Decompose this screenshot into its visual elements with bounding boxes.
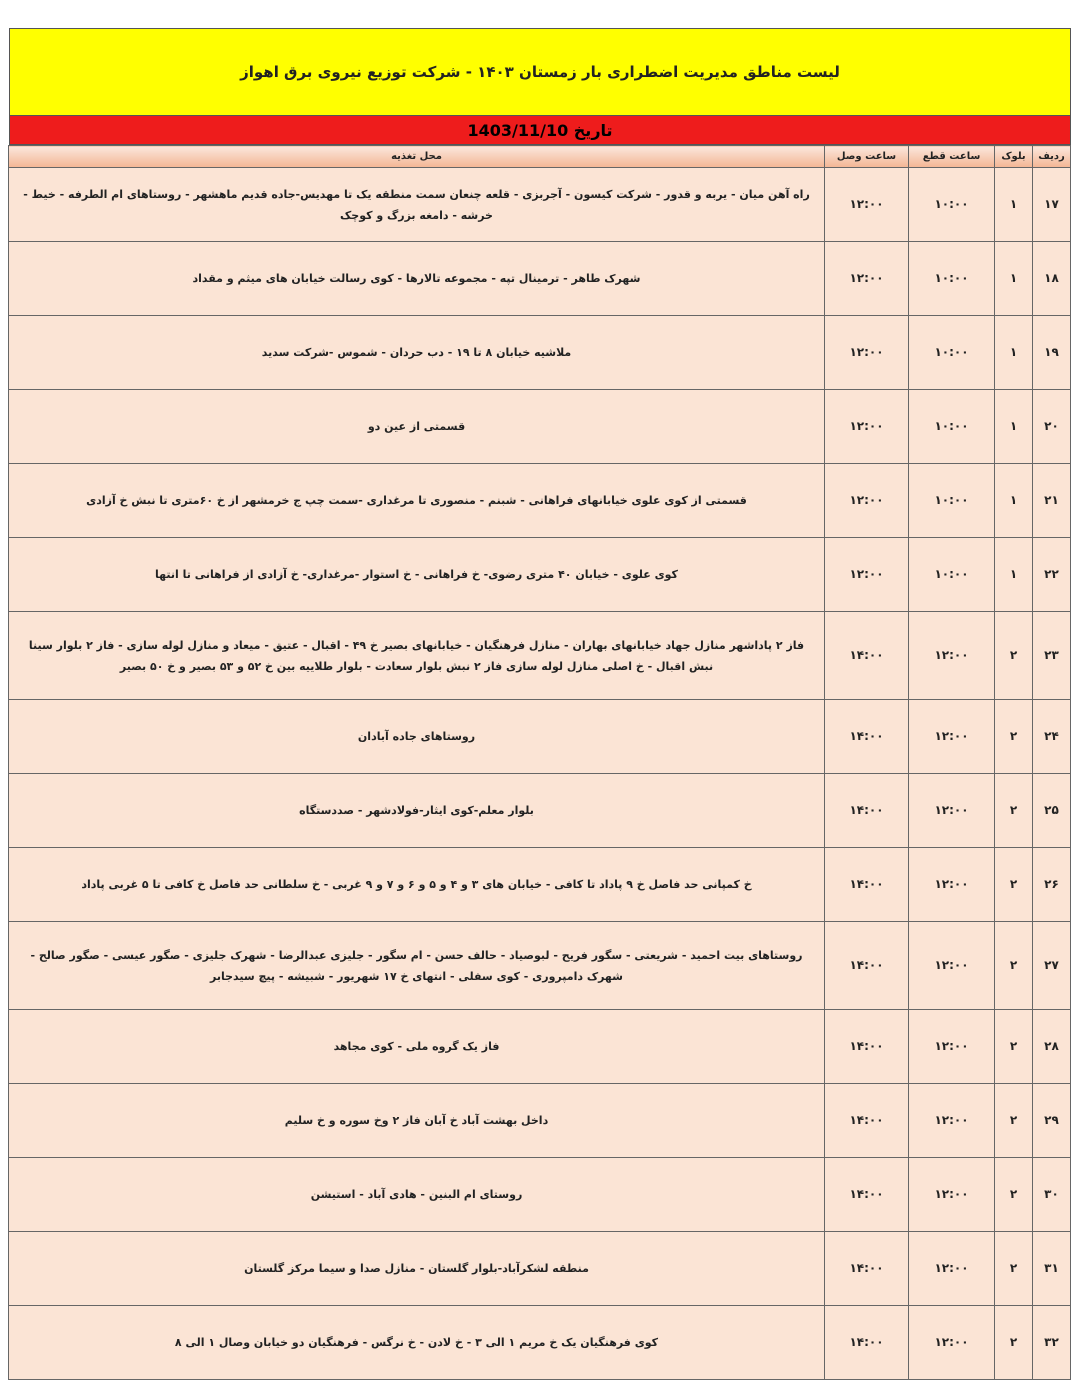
block-cell: ۱ bbox=[995, 316, 1033, 390]
table-row bbox=[9, 612, 1071, 700]
table-row bbox=[9, 1158, 1071, 1232]
location-cell: منطقه لشکرآباد-بلوار گلستان - منازل صدا و سیما مرکز گلستان bbox=[9, 1232, 825, 1306]
row-number-cell: ۳۱ bbox=[1033, 1232, 1071, 1306]
location-cell: ملاشیه خیابان ۸ تا ۱۹ - دب حردان - شموس -شرکت سدید bbox=[9, 316, 825, 390]
restore-time-cell: ۱۴:۰۰ bbox=[825, 1010, 909, 1084]
cut-time-cell: ۱۲:۰۰ bbox=[909, 848, 995, 922]
block-cell: ۱ bbox=[995, 464, 1033, 538]
row-number-cell: ۱۹ bbox=[1033, 316, 1071, 390]
restore-time-cell: ۱۲:۰۰ bbox=[825, 464, 909, 538]
location-cell: قسمتی از عین دو bbox=[9, 390, 825, 464]
location-cell: کوی علوی - خیابان ۴۰ متری رضوی- خ فراهانی - خ استوار -مرغداری- خ آزادی از فراهانی تا انتها bbox=[9, 538, 825, 612]
cut-time-cell: ۱۰:۰۰ bbox=[909, 538, 995, 612]
restore-time-cell: ۱۲:۰۰ bbox=[825, 242, 909, 316]
restore-time-cell: ۱۴:۰۰ bbox=[825, 612, 909, 700]
cut-time-cell: ۱۲:۰۰ bbox=[909, 1084, 995, 1158]
date-banner: تاریخ 1403/11/10 bbox=[9, 116, 1071, 145]
cut-time-cell: ۱۰:۰۰ bbox=[909, 316, 995, 390]
block-cell: ۲ bbox=[995, 612, 1033, 700]
block-cell: ۲ bbox=[995, 1084, 1033, 1158]
block-cell: ۲ bbox=[995, 1306, 1033, 1380]
block-cell: ۱ bbox=[995, 538, 1033, 612]
row-number-cell: ۲۸ bbox=[1033, 1010, 1071, 1084]
block-cell: ۱ bbox=[995, 168, 1033, 242]
table-row bbox=[9, 1306, 1071, 1380]
table-row bbox=[9, 774, 1071, 848]
cut-time-cell: ۱۰:۰۰ bbox=[909, 168, 995, 242]
row-number-cell: ۲۵ bbox=[1033, 774, 1071, 848]
cut-time-cell: ۱۰:۰۰ bbox=[909, 464, 995, 538]
row-number-cell: ۲۱ bbox=[1033, 464, 1071, 538]
header-block: بلوک bbox=[995, 146, 1033, 168]
table-row bbox=[9, 464, 1071, 538]
row-number-cell: ۲۶ bbox=[1033, 848, 1071, 922]
location-cell: راه آهن میان - یربه و قدور - شرکت کیسون - آجربزی - قلعه چنعان سمت منطقه یک تا مهدیس-جاده قدیم ماهشهر - روستاهای ام الطرفه - خیط - خرشه - دامغه بزرگ و کوچک bbox=[9, 168, 825, 242]
location-cell: قسمتی از کوی علوی خیابانهای فراهانی - شبنم - منصوری تا مرغداری -سمت چپ ج خرمشهر از خ ۶۰متری تا نبش خ آزادی bbox=[9, 464, 825, 538]
block-cell: ۲ bbox=[995, 1232, 1033, 1306]
table-row bbox=[9, 922, 1071, 1010]
header-restore-time: ساعت وصل bbox=[825, 146, 909, 168]
block-cell: ۲ bbox=[995, 848, 1033, 922]
location-cell: روستای ام البنین - هادی آباد - استیشن bbox=[9, 1158, 825, 1232]
row-number-cell: ۲۲ bbox=[1033, 538, 1071, 612]
location-cell: داخل بهشت آباد خ آبان فاز ۲ وخ سوره و خ سلیم bbox=[9, 1084, 825, 1158]
restore-time-cell: ۱۴:۰۰ bbox=[825, 922, 909, 1010]
row-number-cell: ۲۰ bbox=[1033, 390, 1071, 464]
row-number-cell: ۲۹ bbox=[1033, 1084, 1071, 1158]
cut-time-cell: ۱۲:۰۰ bbox=[909, 700, 995, 774]
restore-time-cell: ۱۴:۰۰ bbox=[825, 1158, 909, 1232]
table-row bbox=[9, 1010, 1071, 1084]
restore-time-cell: ۱۴:۰۰ bbox=[825, 1232, 909, 1306]
table-row bbox=[9, 168, 1071, 242]
cut-time-cell: ۱۰:۰۰ bbox=[909, 390, 995, 464]
restore-time-cell: ۱۴:۰۰ bbox=[825, 848, 909, 922]
location-cell: فاز یک گروه ملی - کوی مجاهد bbox=[9, 1010, 825, 1084]
outage-schedule-sheet bbox=[9, 28, 1071, 1380]
row-number-cell: ۲۷ bbox=[1033, 922, 1071, 1010]
cut-time-cell: ۱۲:۰۰ bbox=[909, 1232, 995, 1306]
block-cell: ۲ bbox=[995, 922, 1033, 1010]
block-cell: ۱ bbox=[995, 390, 1033, 464]
row-number-cell: ۳۲ bbox=[1033, 1306, 1071, 1380]
block-cell: ۲ bbox=[995, 1158, 1033, 1232]
table-row bbox=[9, 848, 1071, 922]
block-cell: ۲ bbox=[995, 774, 1033, 848]
location-cell: کوی فرهنگیان یک خ مریم ۱ الی ۳ - خ لادن - خ نرگس - فرهنگیان دو خیابان وصال ۱ الی ۸ bbox=[9, 1306, 825, 1380]
location-cell: روستاهای بیت احمید - شریعتی - سگور فریح - لبوصیاد - حالف حسن - ام سگور - جلیزی عبدالرضا - شهرک جلیزی - صگور عیسی - صگور صالح - شهرک دامپروری - کوی سفلی - انتهای خ ۱۷ شهریور - شبیشه - پیچ سیدجابر bbox=[9, 922, 825, 1010]
block-cell: ۲ bbox=[995, 1010, 1033, 1084]
restore-time-cell: ۱۴:۰۰ bbox=[825, 774, 909, 848]
row-number-cell: ۲۳ bbox=[1033, 612, 1071, 700]
table-row bbox=[9, 538, 1071, 612]
restore-time-cell: ۱۴:۰۰ bbox=[825, 1084, 909, 1158]
location-cell: فاز ۲ پاداشهر منازل جهاد خیابانهای بهاران - منازل فرهنگیان - خیابانهای بصیر خ ۴۹ - اقبال - عتیق - میعاد و منازل لوله سازی - فاز ۲ بلوار سینا نبش اقبال - خ اصلی منازل لوله سازی فاز ۲ نبش بلوار سعادت - بلوار طلاییه بین خ ۵۲ و ۵۳ بصیر و خ ۵۰ بصیر bbox=[9, 612, 825, 700]
row-number-cell: ۱۸ bbox=[1033, 242, 1071, 316]
table-row bbox=[9, 700, 1071, 774]
table-row bbox=[9, 316, 1071, 390]
restore-time-cell: ۱۲:۰۰ bbox=[825, 390, 909, 464]
table-row bbox=[9, 242, 1071, 316]
table-row bbox=[9, 1084, 1071, 1158]
table-header-row bbox=[9, 146, 1071, 168]
restore-time-cell: ۱۴:۰۰ bbox=[825, 1306, 909, 1380]
cut-time-cell: ۱۲:۰۰ bbox=[909, 774, 995, 848]
row-number-cell: ۳۰ bbox=[1033, 1158, 1071, 1232]
header-location: محل تغذیه bbox=[9, 146, 825, 168]
page-title: لیست مناطق مدیریت اضطراری بار زمستان ۱۴۰۳ - شرکت توزیع نیروی برق اهواز bbox=[9, 28, 1071, 116]
header-cut-time: ساعت قطع bbox=[909, 146, 995, 168]
block-cell: ۲ bbox=[995, 700, 1033, 774]
restore-time-cell: ۱۲:۰۰ bbox=[825, 168, 909, 242]
location-cell: بلوار معلم-کوی ایثار-فولادشهر - صددستگاه bbox=[9, 774, 825, 848]
block-cell: ۱ bbox=[995, 242, 1033, 316]
schedule-table bbox=[8, 145, 1071, 1380]
row-number-cell: ۲۴ bbox=[1033, 700, 1071, 774]
row-number-cell: ۱۷ bbox=[1033, 168, 1071, 242]
location-cell: خ کمپانی حد فاصل خ ۹ پاداد تا کافی - خیابان های ۳ و ۴ و ۵ و ۶ و ۷ و ۹ غربی - خ سلطانی حد فاصل خ کافی تا ۵ غربی پاداد bbox=[9, 848, 825, 922]
location-cell: روستاهای جاده آبادان bbox=[9, 700, 825, 774]
table-row bbox=[9, 390, 1071, 464]
location-cell: شهرک طاهر - ترمینال تپه - مجموعه تالارها - کوی رسالت خیابان های میثم و مقداد bbox=[9, 242, 825, 316]
restore-time-cell: ۱۲:۰۰ bbox=[825, 538, 909, 612]
cut-time-cell: ۱۲:۰۰ bbox=[909, 1306, 995, 1380]
cut-time-cell: ۱۲:۰۰ bbox=[909, 1010, 995, 1084]
cut-time-cell: ۱۲:۰۰ bbox=[909, 1158, 995, 1232]
restore-time-cell: ۱۲:۰۰ bbox=[825, 316, 909, 390]
cut-time-cell: ۱۲:۰۰ bbox=[909, 612, 995, 700]
table-row bbox=[9, 1232, 1071, 1306]
header-row-number: ردیف bbox=[1033, 146, 1071, 168]
cut-time-cell: ۱۲:۰۰ bbox=[909, 922, 995, 1010]
restore-time-cell: ۱۴:۰۰ bbox=[825, 700, 909, 774]
cut-time-cell: ۱۰:۰۰ bbox=[909, 242, 995, 316]
